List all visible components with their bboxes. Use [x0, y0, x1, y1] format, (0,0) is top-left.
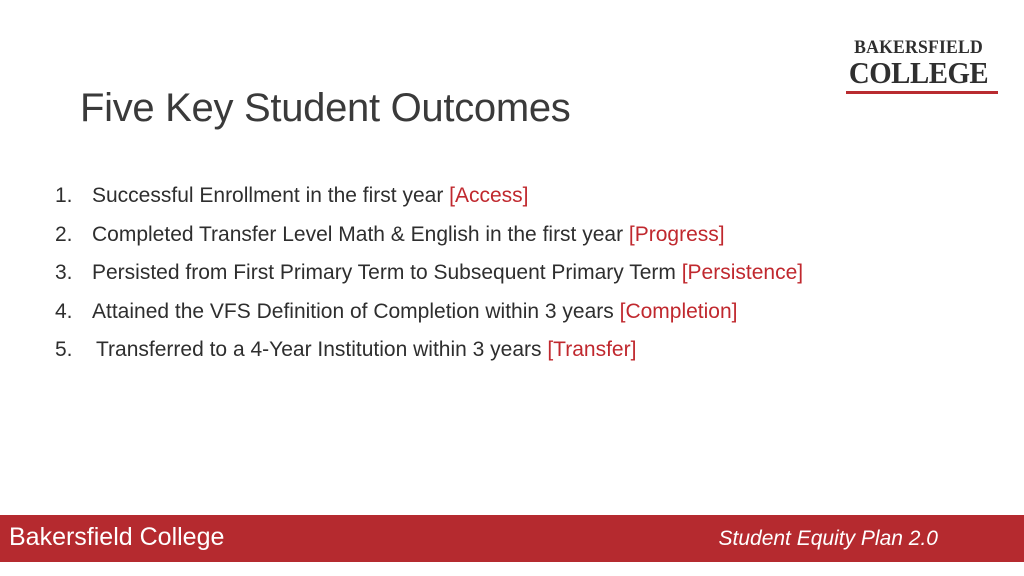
outcome-tag: [Persistence]: [681, 261, 804, 284]
outcome-text: [92, 221, 725, 249]
outcome-number: 5.: [55, 338, 73, 361]
outcome-description: Persisted from First Primary Term to Subsequent Primary Term: [92, 261, 682, 284]
outcome-item-4: [55, 298, 955, 337]
outcome-description: Transferred to a 4-Year Institution within 3 years: [96, 338, 548, 361]
outcome-number: 1.: [55, 184, 73, 207]
bakersfield-college-logo: [846, 38, 1002, 94]
outcome-text: [92, 182, 529, 210]
outcome-tag: [Transfer]: [547, 338, 637, 361]
outcome-text: [92, 259, 803, 287]
footer-plan-name: Student Equity Plan 2.0: [718, 527, 938, 550]
outcome-number: 2.: [55, 222, 73, 246]
outcome-text: [92, 298, 738, 326]
outcome-tag: [Progress]: [628, 222, 725, 246]
outcome-number: 3.: [55, 261, 73, 284]
slide-title: Five Key Student Outcomes: [80, 86, 571, 130]
outcome-item-1: [55, 182, 955, 221]
outcome-text: [96, 336, 636, 364]
outcomes-list: [55, 182, 955, 375]
outcome-item-3: [55, 259, 955, 298]
footer-bar: [0, 515, 1024, 562]
logo-line-2: COLLEGE: [848, 55, 989, 90]
outcome-description: Attained the VFS Definition of Completion within 3 years: [92, 299, 620, 323]
footer-college-name: Bakersfield College: [9, 523, 225, 551]
outcome-item-2: [55, 221, 955, 260]
outcome-description: Successful Enrollment in the first year: [92, 184, 450, 207]
outcome-description: Completed Transfer Level Math & English in the first year: [92, 222, 629, 246]
outcome-item-5: [55, 336, 955, 375]
outcome-tag: [Access]: [449, 184, 529, 207]
outcome-number: 4.: [55, 299, 73, 323]
logo-underline: [846, 91, 998, 94]
outcome-tag: [Completion]: [619, 299, 738, 323]
logo-line-1: BAKERSFIELD: [854, 37, 983, 58]
